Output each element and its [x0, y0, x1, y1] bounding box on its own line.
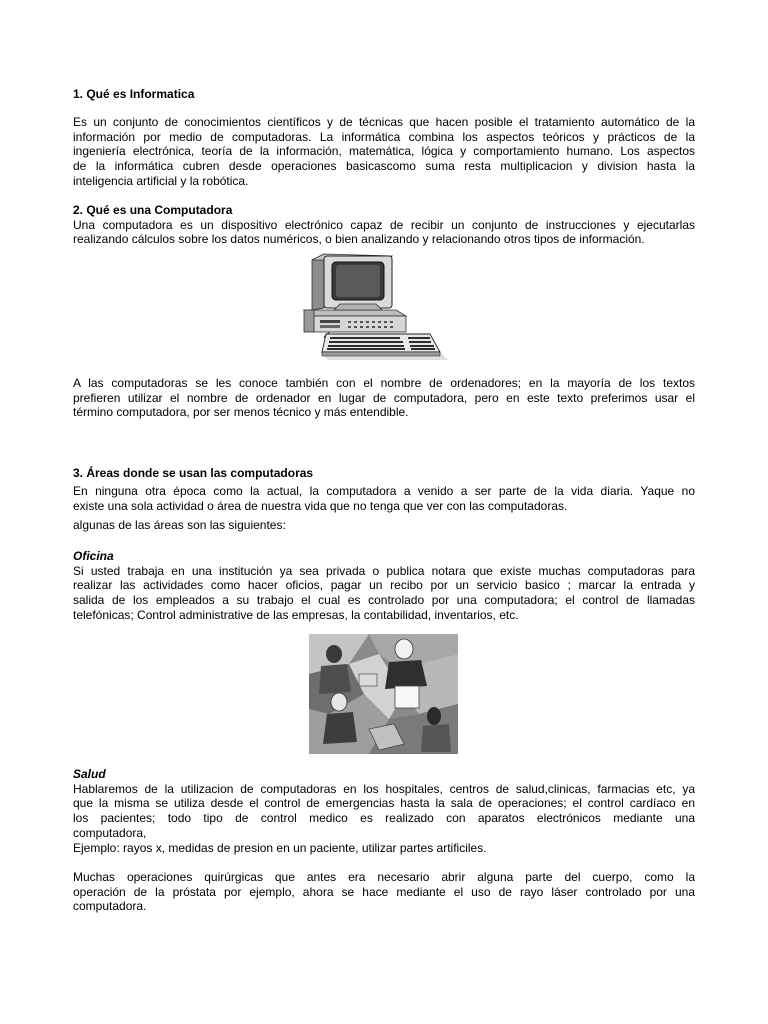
text-line: ingeniería electrónica, teoría de la información, matemática, lógica y comportamiento humano. Los aspectos	[73, 144, 695, 159]
office-illustration	[309, 634, 458, 754]
salud-example: Ejemplo: rayos x, medidas de presion en un paciente, utilizar partes artificiles.	[73, 840, 487, 855]
text-line: información por medio de computadoras. La informática combina los aspectos teóricos y prácticos de la	[73, 129, 695, 144]
section-2-heading: 2. Qué es una Computadora	[73, 203, 233, 217]
salud-section-2	[73, 870, 695, 914]
section-3-heading: 3. Áreas donde se usan las computadoras	[73, 466, 314, 480]
computer-illustration	[300, 252, 450, 362]
text-line: computadora.	[73, 899, 147, 914]
text-line: Hablaremos de la utilizacion de computadoras en los hospitales, centros de salud,clinicas, farmacias etc, ya	[73, 781, 695, 796]
text-line: Muchas operaciones quirúrgicas que antes era necesario abrir alguna parte del cuerpo, como la	[73, 870, 695, 884]
oficina-heading: Oficina	[73, 549, 114, 563]
text-line: Es un conjunto de conocimientos científicos y de técnicas que hacen posible el tratamiento automático de la	[73, 115, 695, 129]
oficina-section	[73, 549, 695, 623]
section-2	[73, 203, 695, 247]
text-line: En ninguna otra época como la actual, la computadora a venido a ser parte de la vida diaria. Yaque no	[73, 484, 695, 498]
section-3-intro-text: algunas de las áreas son las siguientes:	[73, 518, 286, 532]
text-line: existe una sola actividad o área de nuestra vida que no tenga que ver con las computadoras.	[73, 498, 568, 513]
section-3-body	[73, 484, 695, 513]
text-line: computadora,	[73, 825, 147, 840]
text-line: prefieren utilizar el nombre de ordenador en lugar de computadora, pero en este texto preferimos usar el	[73, 390, 695, 405]
text-line: A las computadoras se les conoce también con el nombre de ordenadores; en la mayoría de los textos	[73, 376, 695, 390]
text-line: de la informática cubren desde operaciones basicascomo suma resta multiplicacion y division hasta la	[73, 159, 695, 174]
section-2-after	[73, 376, 695, 420]
text-line: telefónicas; Control administrative de las empresas, la contabilidad, inventarios, etc.	[73, 607, 519, 622]
section-3-intro	[73, 518, 695, 533]
salud-heading: Salud	[73, 767, 106, 781]
text-line: Si usted trabaja en una institución ya sea privada o publica notara que existe muchas computadoras para	[73, 563, 695, 578]
section-1	[73, 87, 695, 102]
text-line: realizando cálculos sobre los datos numéricos, o bien analizando y relacionando otros tipos de información.	[73, 232, 645, 247]
text-line: salida de los empleados a su trabajo el cual es controlado por una computadora; el control de llamadas	[73, 593, 695, 608]
text-line: operación de la próstata por ejemplo, ahora se hace mediante el uso de rayo láser controlado por una	[73, 884, 695, 899]
section-1-heading: 1. Qué es Informatica	[73, 87, 195, 101]
text-line: que la misma se utiliza desde el control de emergencias hasta la sala de operaciones; el control cardíaco en	[73, 796, 695, 811]
text-line: inteligencia artificial y la robótica.	[73, 173, 249, 188]
text-line: Una computadora es un dispositivo electrónico capaz de recibir un conjunto de instrucciones y ejecutarlas	[73, 217, 695, 232]
section-3	[73, 466, 695, 481]
salud-section	[73, 767, 695, 855]
section-1-body	[73, 115, 695, 189]
text-line: realizar las actividades como hacer oficios, pagar un recibo por un servicio basico ; marcar la entrada y	[73, 578, 695, 593]
text-line: los pacientes; todo tipo de control medico es realizado con aparatos electrónicos mediante una	[73, 811, 695, 826]
text-line: término computadora, por ser menos técnico y más entendible.	[73, 405, 409, 420]
